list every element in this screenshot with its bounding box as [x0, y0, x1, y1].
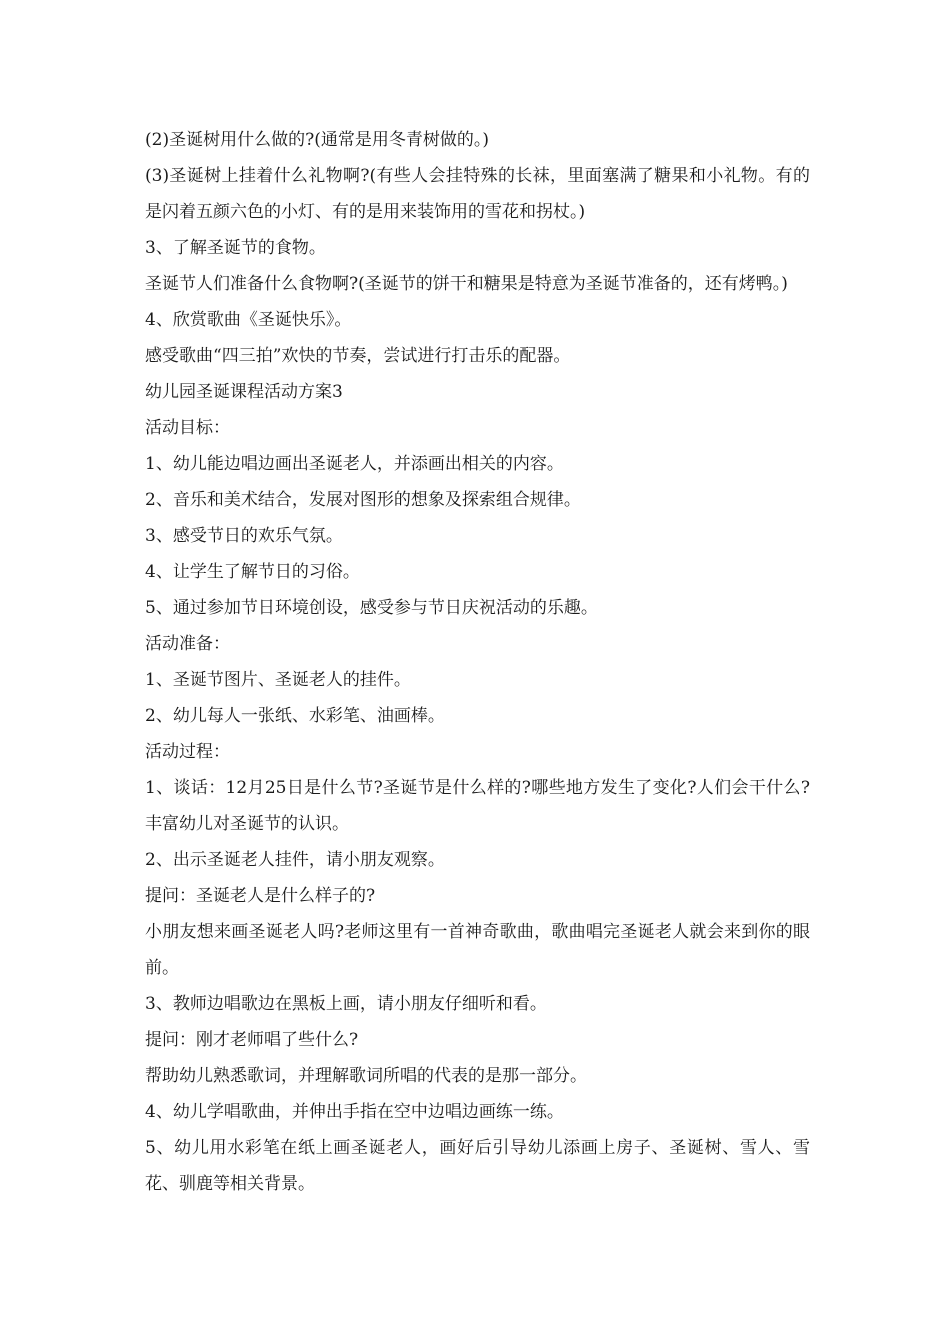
paragraph: 感受歌曲“四三拍”欢快的节奏，尝试进行打击乐的配器。 — [145, 346, 571, 366]
list-item: 2、出示圣诞老人挂件，请小朋友观察。 — [145, 850, 445, 870]
section-heading: 3、了解圣诞节的食物。 — [145, 238, 326, 258]
list-item: 5、幼儿用水彩笔在纸上画圣诞老人，画好后引导幼儿添画上房子、圣诞树、雪人、雪花、驯鹿等相关背景。 — [145, 1138, 810, 1194]
list-item: 4、幼儿学唱歌曲，并伸出手指在空中边唱边画练一练。 — [145, 1102, 564, 1122]
list-item: 1、谈话：12月25日是什么节?圣诞节是什么样的?哪些地方发生了变化?人们会干什么?丰富幼儿对圣诞节的认识。 — [145, 778, 810, 834]
section-heading: 活动过程： — [145, 742, 230, 762]
paragraph: 圣诞节人们准备什么食物啊?(圣诞节的饼干和糖果是特意为圣诞节准备的，还有烤鸭。) — [145, 274, 788, 294]
document-body — [145, 122, 810, 1202]
section-heading: 活动准备： — [145, 634, 230, 654]
paragraph: 小朋友想来画圣诞老人吗?老师这里有一首神奇歌曲，歌曲唱完圣诞老人就会来到你的眼前。 — [145, 922, 810, 978]
list-item: 5、通过参加节日环境创设，感受参与节日庆祝活动的乐趣。 — [145, 598, 598, 618]
list-item: 2、幼儿每人一张纸、水彩笔、油画棒。 — [145, 706, 445, 726]
list-item: 3、教师边唱歌边在黑板上画，请小朋友仔细听和看。 — [145, 994, 547, 1014]
list-item: 1、幼儿能边唱边画出圣诞老人，并添画出相关的内容。 — [145, 454, 564, 474]
paragraph: (2)圣诞树用什么做的?(通常是用冬青树做的。) — [145, 130, 489, 150]
paragraph: (3)圣诞树上挂着什么礼物啊?(有些人会挂特殊的长袜，里面塞满了糖果和小礼物。有的是闪着五颜六色的小灯、有的是用来装饰用的雪花和拐杖。) — [145, 166, 810, 222]
list-item: 4、让学生了解节日的习俗。 — [145, 562, 360, 582]
document-title: 幼儿园圣诞课程活动方案3 — [145, 382, 343, 402]
paragraph: 提问：圣诞老人是什么样子的? — [145, 886, 376, 906]
section-heading: 活动目标： — [145, 418, 230, 438]
list-item: 2、音乐和美术结合，发展对图形的想象及探索组合规律。 — [145, 490, 581, 510]
list-item: 3、感受节日的欢乐气氛。 — [145, 526, 343, 546]
paragraph: 帮助幼儿熟悉歌词，并理解歌词所唱的代表的是那一部分。 — [145, 1066, 587, 1086]
paragraph: 提问：刚才老师唱了些什么? — [145, 1030, 359, 1050]
section-heading: 4、欣赏歌曲《圣诞快乐》。 — [145, 310, 352, 330]
list-item: 1、圣诞节图片、圣诞老人的挂件。 — [145, 670, 411, 690]
